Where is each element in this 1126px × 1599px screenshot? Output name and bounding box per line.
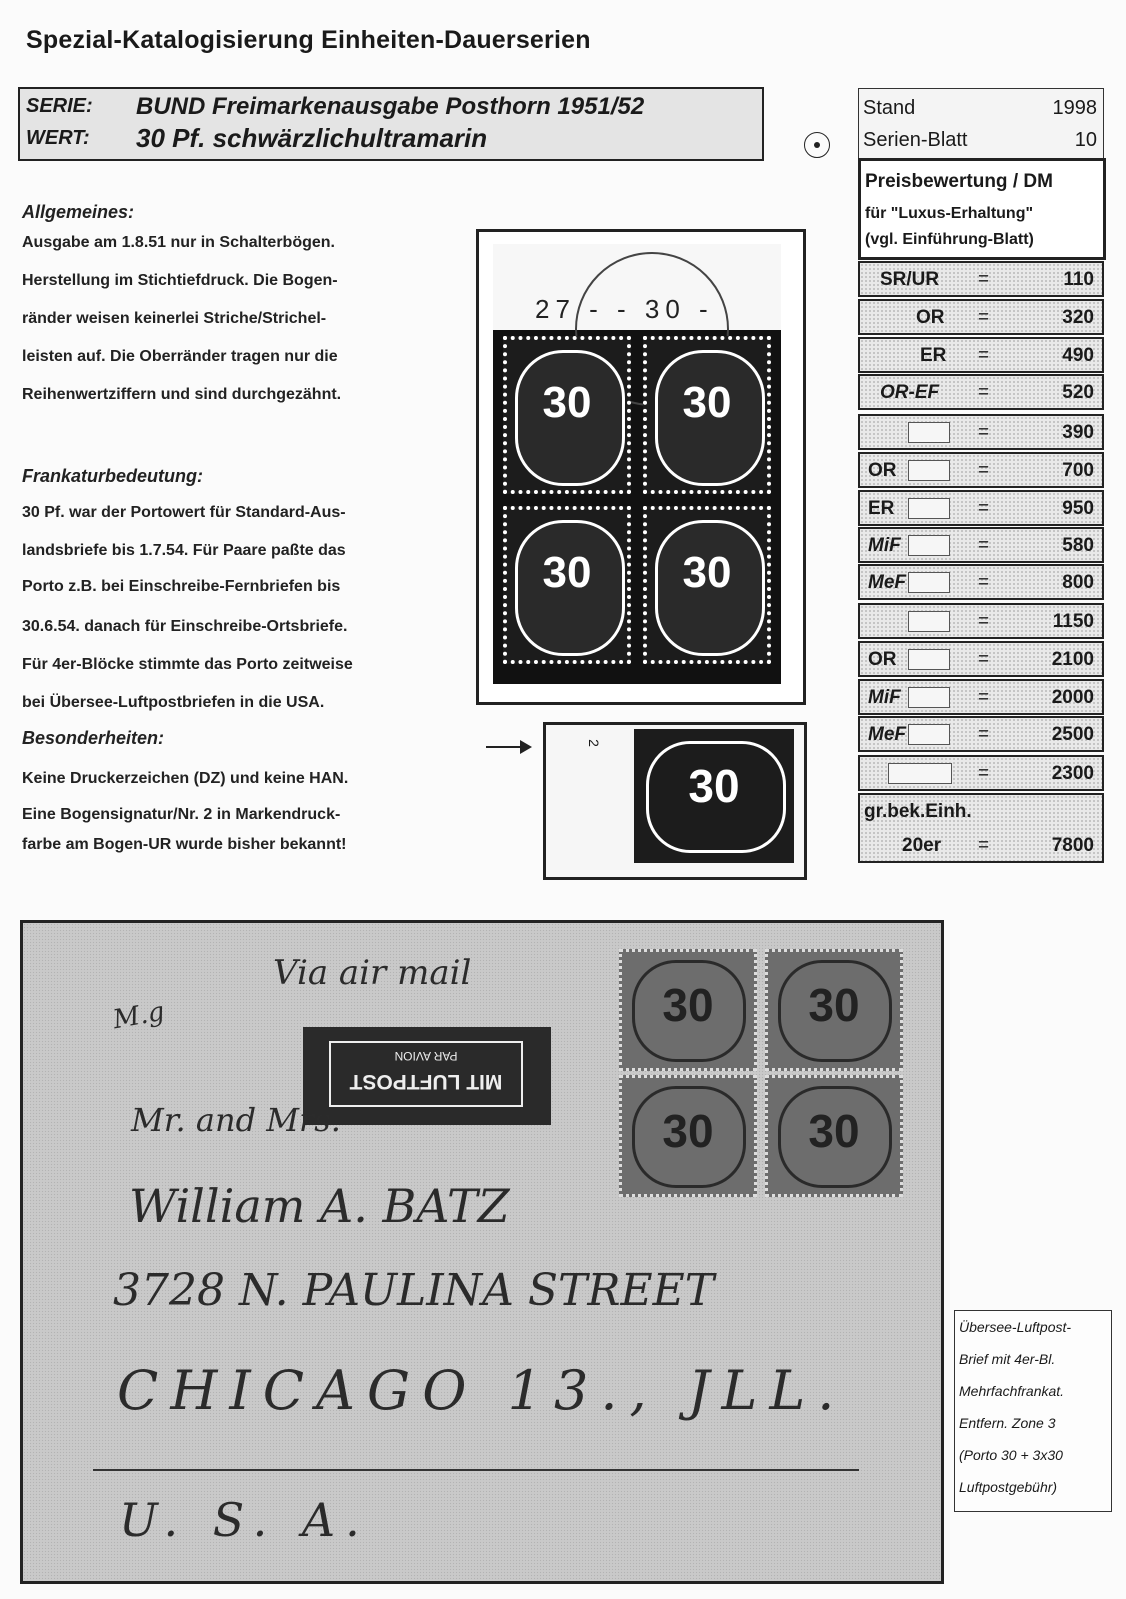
page-title: Spezial-Katalogisierung Einheiten-Dauerserien	[26, 26, 591, 54]
address-line: William A. BATZ	[129, 1179, 510, 1233]
price-eq: =	[978, 498, 990, 519]
price-value: 700	[1062, 460, 1094, 481]
unit-box	[908, 687, 950, 708]
price-eq: =	[978, 535, 990, 556]
text-line: 30.6.54. danach für Einschreibe-Ortsbriefe.	[22, 618, 348, 635]
text-line: Keine Druckerzeichen (DZ) und keine HAN.	[22, 770, 349, 787]
stamp-value: 30	[542, 378, 592, 427]
stamp	[503, 336, 631, 494]
text-line: Porto z.B. bei Einschreibe-Fernbriefen bis	[22, 578, 341, 595]
price-eq: =	[978, 724, 990, 745]
underline	[93, 1469, 859, 1471]
cover-note	[954, 1310, 1112, 1512]
stamp-value: 30	[688, 760, 740, 812]
price-row	[858, 452, 1104, 488]
sheet-signature: 2	[585, 739, 602, 747]
stamp	[643, 506, 771, 664]
price-value: 800	[1062, 572, 1094, 593]
text-line: leisten auf. Die Oberränder tragen nur die	[22, 348, 338, 365]
arrow-right-icon	[486, 746, 530, 748]
note-line: (Porto 30 + 3x30	[959, 1447, 1063, 1463]
price-value: 320	[1062, 307, 1094, 328]
price-eq: =	[978, 763, 990, 784]
price-header	[858, 158, 1106, 260]
price-key: OR	[916, 307, 945, 328]
price-key: gr.bek.Einh.	[864, 801, 972, 822]
price-row	[858, 374, 1104, 410]
price-eq: =	[978, 687, 990, 708]
stamp	[643, 336, 771, 494]
price-key: MiF	[868, 687, 901, 708]
price-key: ER	[920, 345, 947, 366]
via-air-mail: Via air mail	[273, 953, 472, 993]
price-value: 580	[1062, 535, 1094, 556]
stand-value: 1998	[1052, 97, 1097, 119]
price-key: MeF	[868, 572, 906, 593]
airmail-envelope	[20, 920, 944, 1584]
price-eq: =	[978, 422, 990, 443]
note-line: Entfern. Zone 3	[959, 1415, 1056, 1431]
stamp-block-sheet	[493, 244, 781, 684]
wert-value: 30 Pf. schwärzlichultramarin	[136, 123, 488, 153]
price-row-large-unit	[858, 793, 1104, 863]
price-key: ER	[868, 498, 895, 519]
unit-box	[908, 649, 950, 670]
unit-box	[908, 422, 950, 443]
price-value: 7800	[1051, 835, 1094, 856]
unit-box	[908, 460, 950, 481]
price-header-sub: für "Luxus-Erhaltung"	[865, 205, 1034, 222]
price-row	[858, 641, 1104, 677]
price-row	[858, 261, 1104, 297]
price-eq: =	[978, 611, 990, 632]
section-heading: Frankaturbedeutung:	[22, 466, 204, 486]
blatt-value: 10	[1074, 129, 1097, 151]
initials: M.g	[110, 996, 167, 1036]
unit-box	[908, 724, 950, 745]
text-line: Ausgabe am 1.8.51 nur in Schalterbögen.	[22, 234, 335, 251]
unit-box	[908, 535, 950, 556]
address-line: CHICAGO 13., JLL.	[117, 1359, 847, 1422]
price-key: 20er	[902, 835, 942, 856]
stamp-value: 30	[808, 979, 860, 1031]
price-eq: =	[978, 649, 990, 670]
text-line: Herstellung im Stichtiefdruck. Die Bogen-	[22, 272, 338, 289]
description-column	[22, 202, 422, 882]
unit-box	[908, 611, 950, 632]
price-row	[858, 603, 1104, 639]
text-line: ränder weisen keinerlei Striche/Strichel-	[22, 310, 327, 327]
stand-label: Stand	[863, 97, 916, 119]
price-value: 2100	[1051, 649, 1094, 670]
price-row	[858, 299, 1104, 335]
price-row	[858, 337, 1104, 373]
price-eq: =	[978, 307, 990, 328]
text-line: bei Übersee-Luftpostbriefen in die USA.	[22, 694, 325, 711]
address-line: Mr. and Mrs.	[131, 1101, 341, 1139]
section-heading: Allgemeines:	[22, 202, 135, 222]
text-line: Für 4er-Blöcke stimmte das Porto zeitweise	[22, 656, 353, 673]
price-row	[858, 414, 1104, 450]
section-heading: Besonderheiten:	[22, 728, 165, 748]
price-value: 2500	[1051, 724, 1094, 745]
price-key: OR-EF	[880, 382, 940, 403]
unit-box	[908, 498, 950, 519]
envelope-stamp	[765, 1075, 903, 1197]
envelope-stamp	[765, 949, 903, 1071]
note-line: Brief mit 4er-Bl.	[959, 1351, 1056, 1367]
row-value-numbers: 27 - - 30 -	[535, 294, 714, 324]
price-eq: =	[978, 269, 990, 290]
price-value: 1150	[1052, 611, 1094, 632]
stamp-block-frame	[476, 229, 806, 705]
price-row	[858, 564, 1104, 600]
envelope-stamp	[619, 949, 757, 1071]
air-label-sub: PAR AVION	[394, 1049, 458, 1063]
price-value: 520	[1062, 382, 1094, 403]
stamp-value: 30	[808, 1105, 860, 1157]
note-line: Übersee-Luftpost-	[959, 1319, 1072, 1335]
stand-box	[858, 88, 1104, 160]
unit-box	[888, 763, 952, 784]
price-row	[858, 490, 1104, 526]
price-row	[858, 755, 1104, 791]
price-key: SR/UR	[880, 269, 940, 290]
price-value: 2000	[1051, 687, 1094, 708]
price-row	[858, 716, 1104, 752]
text-line: Eine Bogensignatur/Nr. 2 in Markendruck-	[22, 806, 341, 823]
text-line: 30 Pf. war der Portowert für Standard-Aus-	[22, 504, 346, 521]
wert-label: WERT:	[26, 127, 90, 149]
serie-label: SERIE:	[26, 95, 93, 117]
single-stamp-frame	[543, 722, 807, 880]
note-line: Mehrfachfrankat.	[959, 1383, 1065, 1399]
serie-value: BUND Freimarkenausgabe Posthorn 1951/52	[136, 93, 645, 120]
text-line: farbe am Bogen-UR wurde bisher bekannt!	[22, 836, 347, 853]
circle-dot-icon	[804, 132, 830, 158]
price-key: MiF	[868, 535, 901, 556]
stamp-value: 30	[662, 979, 714, 1031]
stamp	[634, 729, 794, 863]
price-eq: =	[978, 460, 990, 481]
price-eq: =	[978, 382, 990, 403]
price-value: 490	[1062, 345, 1094, 366]
air-label-main: MIT LUFTPOST	[349, 1070, 503, 1093]
series-header-box	[18, 87, 764, 161]
price-row	[858, 679, 1104, 715]
stamp-value: 30	[662, 1105, 714, 1157]
price-value: 110	[1063, 269, 1094, 290]
price-value: 390	[1062, 422, 1094, 443]
stamp-value: 30	[682, 548, 732, 597]
price-key: OR	[868, 460, 897, 481]
text-line: Reihenwertziffern und sind durchgezähnt.	[22, 386, 342, 403]
price-key: MeF	[868, 724, 906, 745]
price-header-ref: (vgl. Einführung-Blatt)	[865, 231, 1034, 248]
price-key: OR	[868, 649, 897, 670]
address-line: 3728 N. PAULINA STREET	[113, 1265, 715, 1316]
price-value: 950	[1062, 498, 1094, 519]
unit-box	[908, 572, 950, 593]
price-eq: =	[978, 345, 990, 366]
blatt-label: Serien-Blatt	[863, 129, 968, 151]
envelope-stamp	[619, 1075, 757, 1197]
price-header-title: Preisbewertung / DM	[865, 171, 1053, 192]
price-eq: =	[978, 572, 990, 593]
text-line: landsbriefe bis 1.7.54. Für Paare paßte das	[22, 542, 346, 559]
address-line: U. S. A.	[119, 1493, 370, 1547]
stamp-value: 30	[542, 548, 592, 597]
price-row	[858, 527, 1104, 563]
stamp-value: 30	[682, 378, 732, 427]
stamp	[503, 506, 631, 664]
sheet-top-margin	[493, 244, 781, 330]
price-eq: =	[978, 835, 990, 856]
note-line: Luftpostgebühr)	[959, 1479, 1058, 1495]
price-value: 2300	[1051, 763, 1094, 784]
